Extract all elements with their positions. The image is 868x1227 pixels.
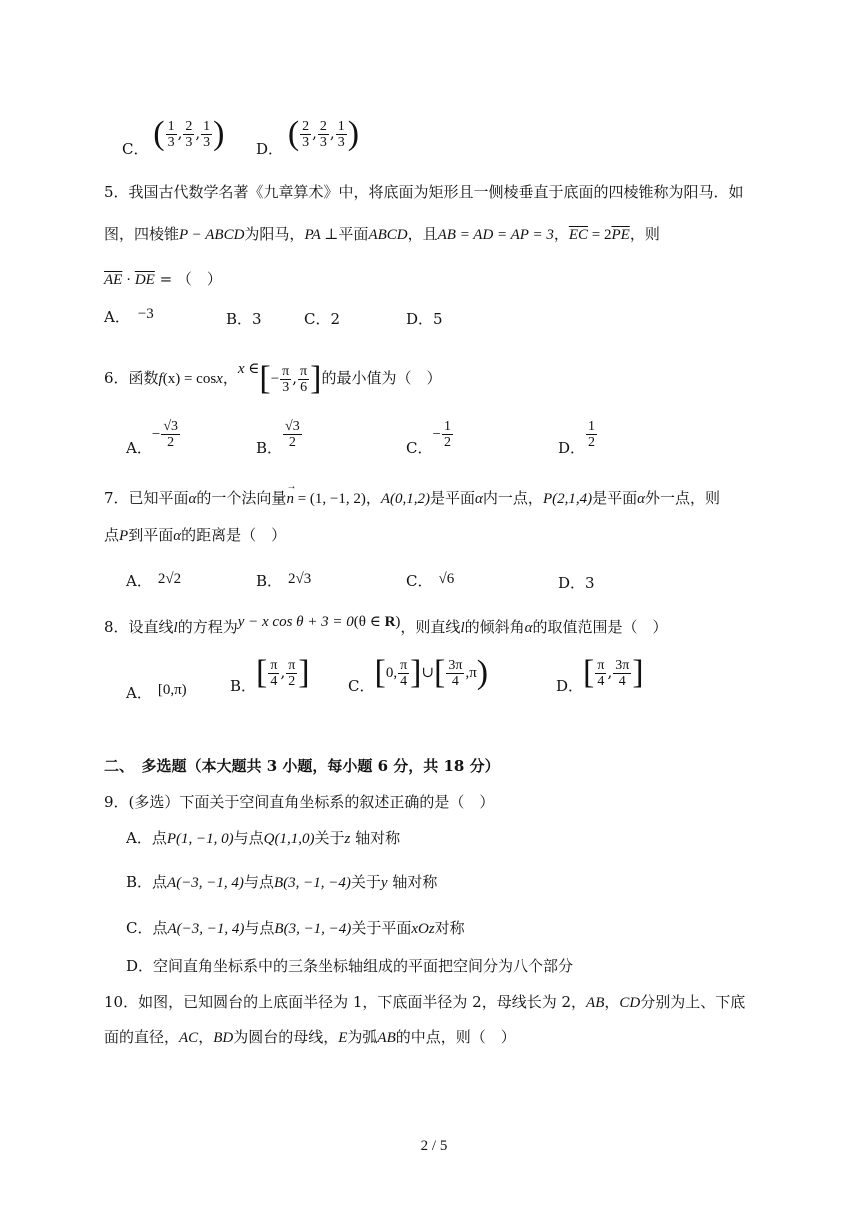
q9-option-c: C．点A(−3, −1, 4)与点B(3, −1, −4)关于平面xOz对称 (126, 919, 465, 937)
q9-option-a: A．点P(1, −1, 0)与点Q(1,1,0)关于z 轴对称 (126, 829, 401, 847)
q7-option-d: D．3 (558, 574, 595, 592)
q4-option-c: C． ( $\frac{1}{3}$ , $\frac{2}{3}$ , $\frac{1}{3}$ ) (122, 115, 225, 158)
q5-stem-line1: 5．我国古代数学名著《九章算术》中，将底面为矩形且一侧棱垂直于底面的四棱锥称为阳马．如 (104, 183, 744, 201)
q6-option-c: C．− $\frac{1}{2}$ (406, 419, 451, 457)
q8-option-b: B．[ $\frac{\pi}{4}$ , $\frac{\pi}{2}$ ] (230, 654, 310, 695)
q7-option-b: B． 2√3 (256, 571, 312, 590)
q6-option-d: D． $\frac{1}{2}$ (558, 419, 596, 457)
q7-stem-line1: 7．已知平面α的一个法向量n → = (1, −1, 2)，A(0,1,2)是平面α内一点，P(2,1,4)是平面α外一点，则 (104, 487, 720, 510)
q10-stem-line2: 面的直径，AC，BD为圆台的母线，E为弧AB的中点，则（ ） (104, 1028, 516, 1046)
option-label: D． (256, 140, 284, 158)
q9-stem: 9．(多选）下面关于空间直角坐标系的叙述正确的是（ ） (104, 793, 495, 811)
q6-option-b: B． $\frac{√3}{2}$ (256, 419, 300, 457)
q8-option-a: A． [0,π) (126, 682, 187, 702)
q7-option-c: C． √6 (406, 571, 455, 590)
q9-option-b: B．点A(−3, −1, 4)与点B(3, −1, −4)关于y 轴对称 (126, 873, 438, 891)
page-number: 2 / 5 (420, 1138, 448, 1154)
section-heading: 二、 多选题（本大题共 3 小题，每小题 6 分，共 18 分） (104, 757, 500, 775)
q6-stem: 6．函数f(x) = cosx，x ∈[− $\frac{\pi}{3}$ , $\frac{\pi}{6}$ ]的最小值为（ ） (104, 360, 442, 397)
q9-option-d: D．空间直角坐标系中的三条坐标轴组成的平面把空间分为八个部分 (126, 957, 574, 975)
q6-option-a: A．− $\frac{√3}{2}$ (126, 419, 178, 457)
q5-option-d: D．5 (406, 310, 443, 328)
q5-option-b: B．3 (226, 310, 262, 328)
q8-option-d: D．[ $\frac{\pi}{4}$ , $\frac{3\pi}{4}$ ] (556, 654, 644, 695)
q7-option-a: A． 2√2 (126, 571, 182, 590)
q8-option-c: C．[0, $\frac{\pi}{4}$ ]∪[ $\frac{3\pi}{4}$ ,π) (348, 654, 489, 695)
vector-arrow-icon: → (286, 481, 297, 492)
q7-stem-line2: 点P到平面α的距离是（ ） (104, 526, 287, 544)
q8-stem: 8．设直线l的方程为y − x cos θ + 3 = 0(θ ∈ R)，则直线l的倾斜角α的取值范围是（ ） (104, 614, 668, 636)
q5-stem-line3: $\overline{AE} \cdot \overline{DE}$ = （ ） (104, 270, 222, 288)
q10-stem-line1: 10．如图，已知圆台的上底面半径为 1，下底面半径为 2，母线长为 2，AB，CD分别为上、下底 (104, 993, 746, 1011)
q5-stem-line2: 图，四棱锥P − ABCD为阳马，PA ⊥平面ABCD，且AB = AD = AP = 3，$\overline{EC} = 2\overline{PE}$，则 (104, 225, 660, 243)
q5-option-a: A． −3 (104, 306, 154, 326)
q4-option-d: D． ( $\frac{2}{3}$ , $\frac{2}{3}$ , $\frac{1}{3}$ ) (256, 115, 360, 158)
option-label: C． (122, 140, 149, 158)
q5-option-c: C．2 (304, 310, 341, 328)
